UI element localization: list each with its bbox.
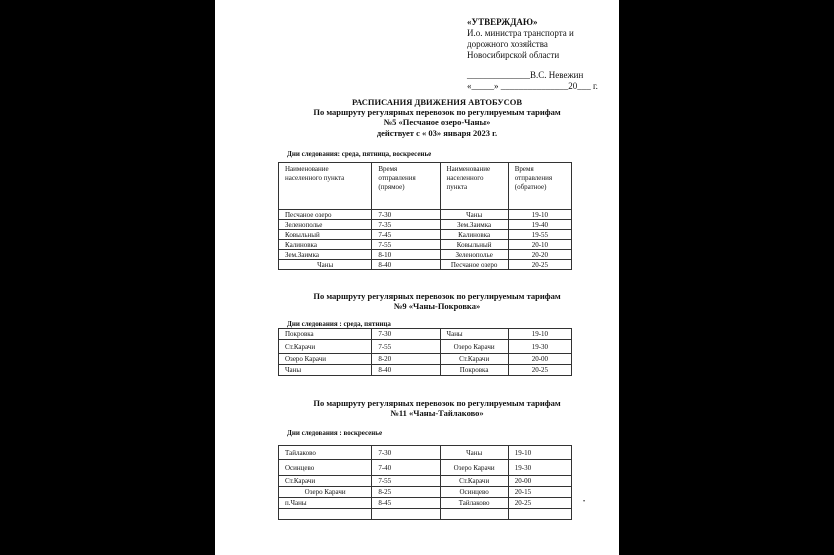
cell: Чаны: [279, 365, 372, 376]
table-row: [279, 250, 572, 260]
table-row: [279, 210, 572, 220]
table-row: [279, 329, 572, 340]
approval-line-3: Новосибирской области: [467, 50, 560, 60]
cell: Тайлаково: [440, 498, 508, 509]
cell: Зем.Заимка: [279, 250, 372, 260]
cell: 7-55: [372, 476, 440, 487]
cell: 20-25: [508, 365, 571, 376]
cell: 19-10: [508, 446, 571, 460]
cell: 20-25: [508, 498, 571, 509]
cell: Чаны: [440, 329, 508, 340]
table-row: [279, 365, 572, 376]
cell: Ст.Карачи: [440, 476, 508, 487]
cell: 20-15: [508, 487, 571, 498]
approval-line-1: И.о. министра транспорта и: [467, 28, 574, 38]
cell: Зем.Заимка: [440, 220, 508, 230]
approval-block: [467, 17, 598, 92]
cell: 7-45: [372, 230, 440, 240]
approval-signature: ______________В.С. Невежин: [467, 70, 584, 80]
cell: 20-25: [508, 260, 571, 270]
document-page: [215, 0, 619, 555]
cell: 20-00: [508, 354, 571, 365]
cell: Покровка: [279, 329, 372, 340]
cell: 19-30: [508, 460, 571, 476]
cell: Калиновка: [440, 230, 508, 240]
table-row: [279, 446, 572, 460]
cell: 7-30: [372, 329, 440, 340]
approval-line-2: дорожного хозяйства: [467, 39, 548, 49]
header-cell: Наименование населенного пункта: [279, 163, 372, 210]
cell: Покровка: [440, 365, 508, 376]
cell: Чаны: [440, 446, 508, 460]
cell: 7-30: [372, 446, 440, 460]
cell: 19-55: [508, 230, 571, 240]
ink-dot: •: [583, 499, 586, 505]
route9-subtitle: По маршруту регулярных перевозок по регулируемым тарифам: [313, 291, 561, 301]
effective-date: действует с « 03» января 2023 г.: [376, 128, 498, 138]
table-row: [279, 460, 572, 476]
cell: Озеро Карачи: [440, 460, 508, 476]
cell: 8-40: [372, 365, 440, 376]
cell: 20-00: [508, 476, 571, 487]
route5-name: №5 «Песчаное озеро-Чаны»: [383, 117, 491, 127]
route11-days: Дни следования : воскресенье: [287, 429, 383, 437]
cell: Озеро Карачи: [279, 354, 372, 365]
cell: 7-35: [372, 220, 440, 230]
cell: Чаны: [440, 210, 508, 220]
cell: Осинцево: [440, 487, 508, 498]
cell: Озеро Карачи: [279, 487, 372, 498]
cell: 20-20: [508, 250, 571, 260]
table-row: [279, 487, 572, 498]
cell: 19-40: [508, 220, 571, 230]
table-row: [279, 240, 572, 250]
header-cell: Наименование населенного пункта: [440, 163, 508, 210]
cell: 7-55: [372, 340, 440, 354]
cell: Чаны: [279, 260, 372, 270]
header-cell: Время отправления (обратное): [508, 163, 571, 210]
cell: 7-55: [372, 240, 440, 250]
table-header-row: [279, 163, 572, 210]
route5-days: Дни следования: среда, пятница, воскресенье: [287, 150, 432, 158]
table-row: [279, 260, 572, 270]
cell: 8-45: [372, 498, 440, 509]
cell: Зеленополье: [279, 220, 372, 230]
route9-days: Дни следования : среда, пятница: [287, 320, 391, 328]
approval-heading: «УТВЕРЖДАЮ»: [467, 17, 538, 27]
document-title: РАСПИСАНИЯ ДВИЖЕНИЯ АВТОБУСОВ: [351, 97, 523, 107]
route9-name: №9 «Чаны-Покровка»: [393, 301, 481, 311]
cell: 7-30: [372, 210, 440, 220]
cell: п.Чаны: [279, 498, 372, 509]
cell: 19-30: [508, 340, 571, 354]
cell: Ст.Карачи: [279, 476, 372, 487]
cell: [372, 509, 440, 520]
cell: 8-40: [372, 260, 440, 270]
cell: Осинцево: [279, 460, 372, 476]
cell: Ст.Карачи: [440, 354, 508, 365]
cell: 7-40: [372, 460, 440, 476]
route11-subtitle: По маршруту регулярных перевозок по регулируемым тарифам: [313, 398, 561, 408]
route11-name: №11 «Чаны-Тайлаково»: [390, 408, 484, 418]
cell: Ковыльный: [440, 240, 508, 250]
cell: Песчаное озеро: [279, 210, 372, 220]
cell: 20-10: [508, 240, 571, 250]
table-row: [279, 498, 572, 509]
table-row: [279, 220, 572, 230]
cell: [440, 509, 508, 520]
header-cell: Время отправления (прямое): [372, 163, 440, 210]
cell: 8-10: [372, 250, 440, 260]
cell: Тайлаково: [279, 446, 372, 460]
approval-date: «_____» _______________20___ г.: [467, 81, 598, 91]
table-row: [279, 509, 572, 520]
route9-table: [278, 328, 572, 376]
cell: [508, 509, 571, 520]
route5-subtitle: По маршруту регулярных перевозок по регулируемым тарифам: [313, 107, 561, 117]
cell: Ковыльный: [279, 230, 372, 240]
table-row: [279, 340, 572, 354]
cell: [279, 509, 372, 520]
cell: 8-20: [372, 354, 440, 365]
cell: Озеро Карачи: [440, 340, 508, 354]
cell: 8-25: [372, 487, 440, 498]
cell: 19-10: [508, 210, 571, 220]
cell: 19-10: [508, 329, 571, 340]
cell: Ст.Карачи: [279, 340, 372, 354]
cell: Калиновка: [279, 240, 372, 250]
route11-table: [278, 445, 572, 520]
table-row: [279, 230, 572, 240]
cell: Зеленополье: [440, 250, 508, 260]
route5-table: [278, 162, 572, 270]
table-row: [279, 476, 572, 487]
table-row: [279, 354, 572, 365]
cell: Песчаное озеро: [440, 260, 508, 270]
